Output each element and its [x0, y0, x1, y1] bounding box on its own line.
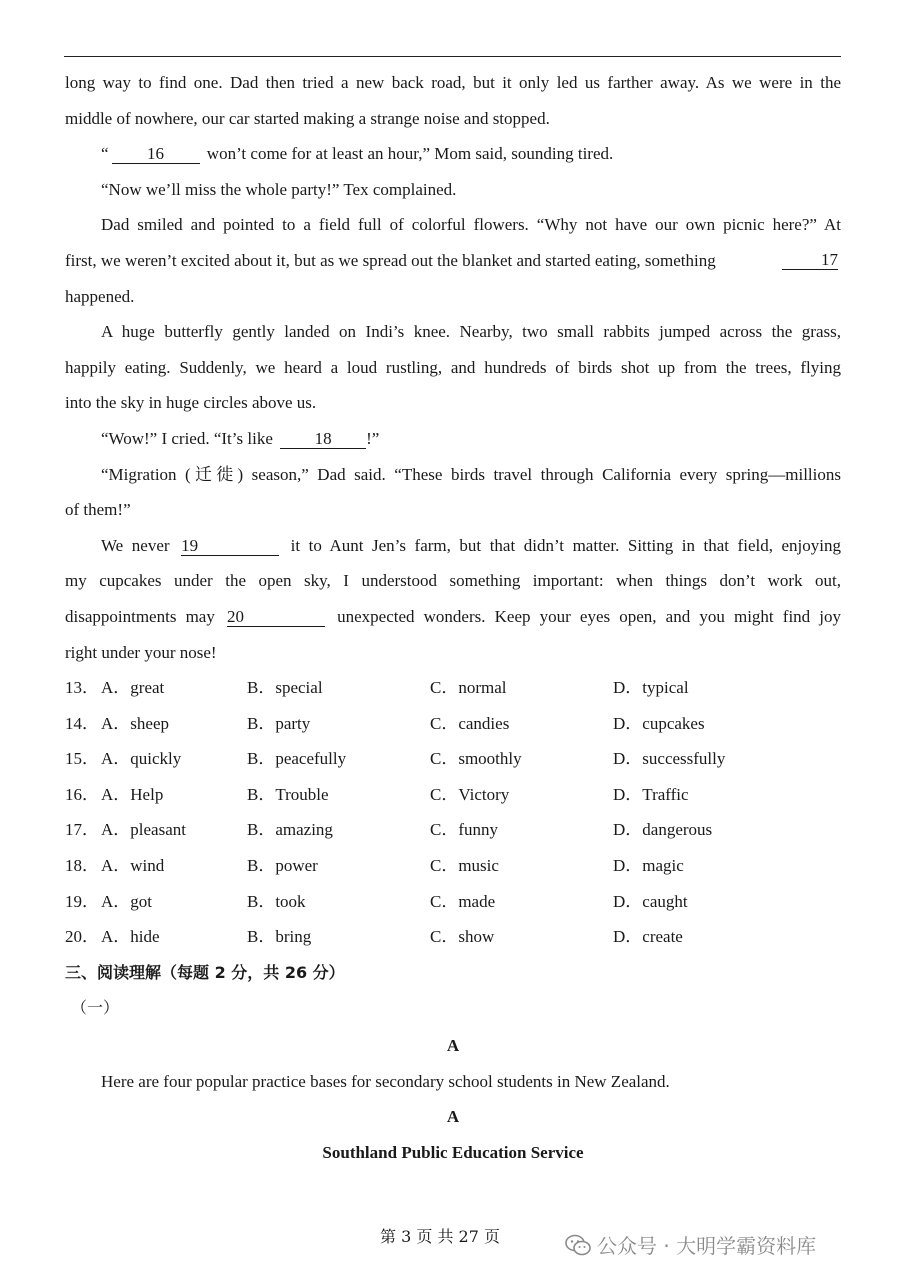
option-row [65, 670, 841, 706]
option-b: B．party [247, 713, 311, 733]
option-c: C．Victory [430, 784, 510, 804]
option-row [65, 919, 841, 955]
passage-text: won’t come for at least an hour,” Mom said, sounding tired. [206, 144, 614, 164]
passage-text: “Wow!” I cried. “It’s like [101, 428, 273, 448]
passage-line: my cupcakes under the open sky, I understood something important: when things don’t work out, [65, 571, 841, 591]
passage-text: We never [101, 535, 170, 555]
option-d: D．create [613, 927, 683, 947]
question-number: 20． [65, 927, 99, 947]
header-rule [64, 56, 841, 57]
option-row [65, 884, 841, 920]
option-a: A．great [101, 678, 165, 698]
passage-line-17 [65, 243, 841, 279]
option-a: A．sheep [101, 713, 169, 733]
base-heading: A [446, 1107, 460, 1127]
open-quote: “ [101, 144, 109, 164]
option-c: C．made [430, 891, 496, 911]
passage-line: “Migration (迁徙) season,” Dad said. “These birds travel through California every spring—millions [101, 464, 841, 484]
blank-20: 20 [227, 608, 325, 627]
option-d: D．magic [613, 856, 684, 876]
watermark [565, 1230, 816, 1259]
blank-16: 16 [112, 145, 200, 164]
option-b: B．amazing [247, 820, 333, 840]
question-number: 15． [65, 749, 99, 769]
page-content [65, 65, 841, 1170]
watermark-text: 公众号 · 大明学霸资料库 [597, 1234, 817, 1258]
question-number: 17． [65, 820, 99, 840]
question-number: 19． [65, 891, 99, 911]
passage-line-18 [65, 421, 841, 457]
blank-18: 18 [280, 430, 366, 449]
option-a: A．quickly [101, 749, 182, 769]
option-row [65, 848, 841, 884]
option-d: D．cupcakes [613, 713, 705, 733]
option-a: A．Help [101, 784, 164, 804]
subsection-label: （一） [71, 998, 120, 1018]
blank-19: 19 [181, 537, 279, 556]
option-a: A．wind [101, 856, 165, 876]
option-row [65, 812, 841, 848]
passage-text: it to Aunt Jen’s farm, but that didn’t matter. Sitting in that field, enjoying [290, 535, 841, 555]
option-c: C．show [430, 927, 495, 947]
base-title: Southland Public Education Service [322, 1142, 584, 1162]
passage-line-16 [65, 136, 841, 172]
passage-text: first, we weren’t excited about it, but as we spread out the blanket and started eating, something [65, 250, 716, 270]
blank-17: 17 [782, 251, 838, 270]
passage-line: long way to find one. Dad then tried a new back road, but it only led us farther away. As we were in the [65, 73, 841, 92]
question-number: 13． [65, 678, 99, 698]
option-b: B．peacefully [247, 749, 347, 769]
passage-line: of them!” [65, 500, 131, 520]
passage-line: into the sky in huge circles above us. [65, 393, 317, 413]
option-c: C．normal [430, 678, 507, 698]
option-b: B．took [247, 891, 306, 911]
option-row [65, 741, 841, 777]
question-number: 18． [65, 856, 99, 876]
wechat-icon [565, 1234, 591, 1256]
passage-line-20 [65, 599, 841, 635]
option-c: C．candies [430, 713, 510, 733]
question-number: 14． [65, 713, 99, 733]
option-c: C．funny [430, 820, 498, 840]
passage-line: happened. [65, 286, 135, 306]
option-row [65, 777, 841, 813]
option-row [65, 706, 841, 742]
option-d: D．dangerous [613, 820, 713, 840]
passage-heading: A [446, 1036, 460, 1056]
option-d: D．successfully [613, 749, 726, 769]
option-a: A．pleasant [101, 820, 186, 840]
option-b: B．special [247, 678, 323, 698]
option-b: B．bring [247, 927, 312, 947]
page-footer [0, 1222, 905, 1258]
passage-line: Dad smiled and pointed to a field full of colorful flowers. “Why not have our own picnic here?” At [101, 215, 841, 235]
passage-line: happily eating. Suddenly, we heard a loud rustling, and hundreds of birds shot up from the trees, flying [65, 357, 841, 377]
option-b: B．Trouble [247, 784, 329, 804]
passage-line: “Now we’ll miss the whole party!” Tex complained. [101, 179, 457, 199]
options-list [65, 670, 841, 955]
section-title: 三、阅读理解（每题 2 分，共 26 分） [65, 962, 345, 982]
option-c: C．music [430, 856, 499, 876]
passage-text: disappointments may [65, 606, 215, 626]
option-d: D．Traffic [613, 784, 689, 804]
option-b: B．power [247, 856, 318, 876]
passage-line: right under your nose! [65, 642, 217, 662]
passage-line-19 [65, 528, 841, 564]
question-number: 16． [65, 784, 99, 804]
page-number: 第 3 页 共 27 页 [380, 1227, 500, 1246]
passage-line: middle of nowhere, our car started making a strange noise and stopped. [65, 108, 550, 128]
option-c: C．smoothly [430, 749, 522, 769]
option-d: D．caught [613, 891, 688, 911]
passage-line: A huge butterfly gently landed on Indi’s knee. Nearby, two small rabbits jumped across the grass, [101, 322, 841, 342]
passage-intro: Here are four popular practice bases for secondary school students in New Zealand. [101, 1071, 670, 1091]
option-a: A．got [101, 891, 152, 911]
passage-text: !” [366, 428, 380, 448]
passage-text: unexpected wonders. Keep your eyes open, and you might find joy [337, 606, 842, 626]
option-d: D．typical [613, 678, 689, 698]
option-a: A．hide [101, 927, 160, 947]
